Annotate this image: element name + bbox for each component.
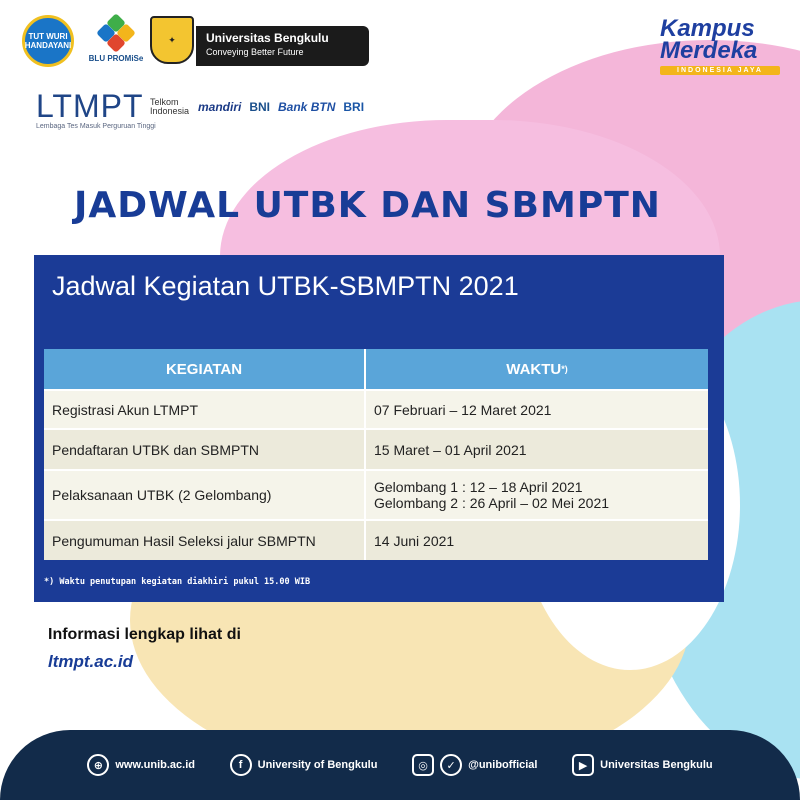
column-header-waktu: [366, 349, 708, 389]
bni-logo: BNI: [249, 100, 271, 114]
btn-logo: Bank BTN: [278, 100, 336, 114]
footer-social[interactable]: [412, 754, 537, 776]
schedule-panel-title: Jadwal Kegiatan UTBK-SBMPTN 2021: [52, 271, 519, 301]
footer-website[interactable]: [87, 754, 195, 776]
university-tagline: Conveying Better Future: [206, 47, 304, 57]
twitter-icon: ✓: [440, 754, 462, 776]
globe-icon: ⊕: [87, 754, 109, 776]
row-waktu-line1: 15 Maret – 01 April 2021: [374, 441, 527, 458]
row-waktu-line1: 07 Februari – 12 Maret 2021: [374, 401, 552, 418]
footer-youtube-label: Universitas Bengkulu: [600, 759, 713, 771]
youtube-icon: ▶: [572, 754, 594, 776]
facebook-icon: f: [230, 754, 252, 776]
unib-seal-icon: ✦: [150, 16, 194, 64]
instagram-icon: ◎: [412, 754, 434, 776]
info-heading: Informasi lengkap lihat di: [48, 626, 241, 643]
blu-promise-logo: [88, 16, 144, 63]
blu-promise-icon: [99, 16, 133, 50]
table-footnote: *) Waktu penutupan kegiatan diakhiri pukul 15.00 WIB: [44, 577, 311, 587]
mandiri-logo: mandiri: [198, 100, 242, 114]
footer-website-label: www.unib.ac.id: [115, 759, 195, 771]
kampus-merdeka-line1: Kampus: [660, 15, 755, 42]
row-waktu-line1: Gelombang 1 : 12 – 18 April 2021: [374, 479, 583, 495]
partner-logos: [150, 98, 364, 116]
kampus-merdeka-sub: INDONESIA JAYA: [660, 66, 780, 75]
page-title: JADWAL UTBK DAN SBMPTN: [74, 185, 661, 226]
unib-logo: [196, 26, 369, 66]
row-waktu: [366, 521, 708, 560]
row-waktu: [366, 430, 708, 469]
row-waktu: [366, 391, 708, 428]
bri-logo: BRI: [343, 100, 365, 114]
kemdikbud-logo-text: TUT WURI HANDAYANI: [24, 32, 72, 50]
footer-facebook[interactable]: [230, 754, 378, 776]
footer-social-label: @unibofficial: [468, 759, 538, 771]
blu-promise-label: BLU PROMiSe: [88, 54, 144, 63]
table-row: [44, 428, 708, 469]
table-row: [44, 389, 708, 428]
row-kegiatan: Registrasi Akun LTMPT: [44, 391, 366, 428]
schedule-table: [44, 349, 708, 560]
footer-bar: [0, 730, 800, 800]
row-kegiatan: Pengumuman Hasil Seleksi jalur SBMPTN: [44, 521, 366, 560]
table-row: [44, 519, 708, 560]
row-kegiatan: Pelaksanaan UTBK (2 Gelombang): [44, 471, 366, 519]
ltmpt-logo: [36, 88, 156, 130]
column-header-kegiatan: KEGIATAN: [44, 349, 366, 389]
row-waktu: [366, 471, 708, 519]
table-header-row: [44, 349, 708, 389]
schedule-panel: [34, 255, 724, 602]
university-name: Universitas Bengkulu: [206, 31, 329, 45]
column-header-waktu-footnote-mark: *): [561, 364, 568, 374]
column-header-waktu-label: WAKTU: [506, 360, 562, 378]
table-row: [44, 469, 708, 519]
kampus-merdeka-logo: [660, 15, 780, 75]
row-waktu-line1: 14 Juni 2021: [374, 532, 455, 549]
ltmpt-subtitle: Lembaga Tes Masuk Perguruan Tinggi: [36, 123, 156, 130]
kemdikbud-logo: [22, 15, 74, 67]
footer-youtube[interactable]: [572, 754, 712, 776]
row-kegiatan: Pendaftaran UTBK dan SBMPTN: [44, 430, 366, 469]
info-link[interactable]: ltmpt.ac.id: [48, 652, 134, 671]
kampus-merdeka-line2: Merdeka: [660, 37, 758, 64]
telkom-logo: Telkom Indonesia: [150, 97, 190, 116]
footer-facebook-label: University of Bengkulu: [257, 759, 378, 771]
ltmpt-name: LTMPT: [36, 88, 144, 124]
row-waktu-line2: Gelombang 2 : 26 April – 02 Mei 2021: [374, 495, 610, 511]
